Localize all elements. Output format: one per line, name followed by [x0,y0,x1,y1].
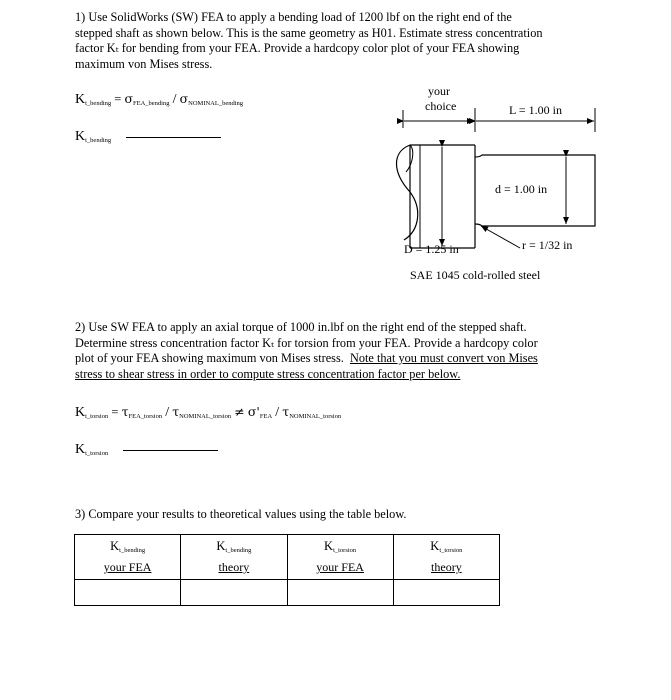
subscript: NOMINAL_bending [188,100,244,107]
subscript: FEA_bending [132,100,170,107]
header-label: theory [431,560,462,574]
subscript: FEA_torsion [128,413,163,420]
k-symbol: K [75,92,86,107]
table-cell[interactable] [393,580,499,606]
answer-blank[interactable] [123,450,218,451]
tau-symbol: τ [121,404,129,419]
comparison-table [74,534,500,606]
problem1-text [75,10,635,72]
header-k: $K_{t\_bending}$ [216,539,252,554]
table-header-cell [393,535,499,580]
problem1-line: factor Kₜ for bending from your FEA. Provide a hardcopy color plot of your FEA showing [75,41,520,55]
equals-sign: = [114,92,122,106]
table-header-cell [75,535,181,580]
radius-leader [481,226,520,248]
header-label: your FEA [103,560,152,574]
problem1-line: maximum von Mises stress. [75,56,213,71]
table-header-row [75,535,500,580]
tau-symbol: τ [172,404,180,419]
k-symbol: K [75,442,86,457]
problem2-line-text: plot of your FEA showing maximum von Mises stress. [75,351,344,365]
slash: / [172,92,177,107]
subscript: t_torsion [85,413,109,420]
sigma-prime-symbol: σ' [247,404,260,419]
problem1-line: stepped shaft as shown below. This is the same geometry as H01. Estimate stress concentration [75,25,543,40]
table-header-cell [287,535,393,580]
header-k: $K_{t\_torsion}$ [430,539,463,554]
sigma-symbol: σ [124,91,133,106]
problem2-line: 2) Use SW FEA to apply an axial torque of 1000 in.lbf on the right end of the stepped shaft. [75,320,527,334]
stepped-shaft-diagram [380,80,610,260]
small-diameter-label: d = 1.00 in [495,182,548,196]
conversion-note: stress to shear stress in order to compute stress concentration factor per below. [75,366,461,381]
subscript: NOMINAL_torsion [179,413,232,420]
subscript: NOMINAL_torsion [289,413,342,420]
break-symbol [397,145,418,240]
subscript: t_torsion [85,450,109,457]
tau-symbol: τ [282,404,290,419]
conversion-note: Note that you must convert von Mises [349,351,538,365]
slash: / [275,405,280,420]
subscript: t_bending [85,137,112,144]
length-label: L = 1.00 in [509,103,562,117]
problem3-heading: 3) Compare your results to theoretical values using the table below. [75,507,407,521]
problem1-line: 1) Use SolidWorks (SW) FEA to apply a bending load of 1200 lbf on the right end of the [75,10,512,24]
break-symbol [406,145,413,172]
slash: / [165,405,170,420]
k-symbol: K [75,129,86,144]
torsion-answer [75,442,218,458]
sigma-symbol: σ [179,91,189,106]
header-k: $K_{t\_torsion}$ [324,539,357,554]
equals-sign: = [111,405,119,419]
not-equal-sign: ≠ [234,404,245,419]
your-choice-line: choice [425,99,457,113]
radius-label: r = 1/32 in [522,238,573,252]
table-cell[interactable] [181,580,287,606]
bending-answer [75,129,221,145]
header-label: theory [218,560,250,574]
material-label: SAE 1045 cold-rolled steel [410,268,541,282]
header-label: your FEA [316,560,364,574]
table-header-cell [181,535,287,580]
problem2-line [75,351,635,367]
answer-blank[interactable] [126,137,221,138]
large-diameter-label: D = 1.25 in [404,242,459,256]
subscript: FEA [259,413,273,420]
torsion-equation [75,404,341,421]
problem2-text [75,320,635,382]
subscript: t_bending [85,100,112,107]
problem2-line: Determine stress concentration factor Kₜ for torsion from your FEA. Provide a hardcopy color [75,335,538,350]
your-choice-line: your [428,84,450,98]
table-cell[interactable] [75,580,181,606]
header-k: $K_{t\_bending}$ [110,539,146,554]
k-symbol: K [75,405,86,420]
bending-equation [75,91,243,108]
table-cell[interactable] [287,580,393,606]
table-row [75,580,500,606]
your-choice-label [425,84,457,114]
